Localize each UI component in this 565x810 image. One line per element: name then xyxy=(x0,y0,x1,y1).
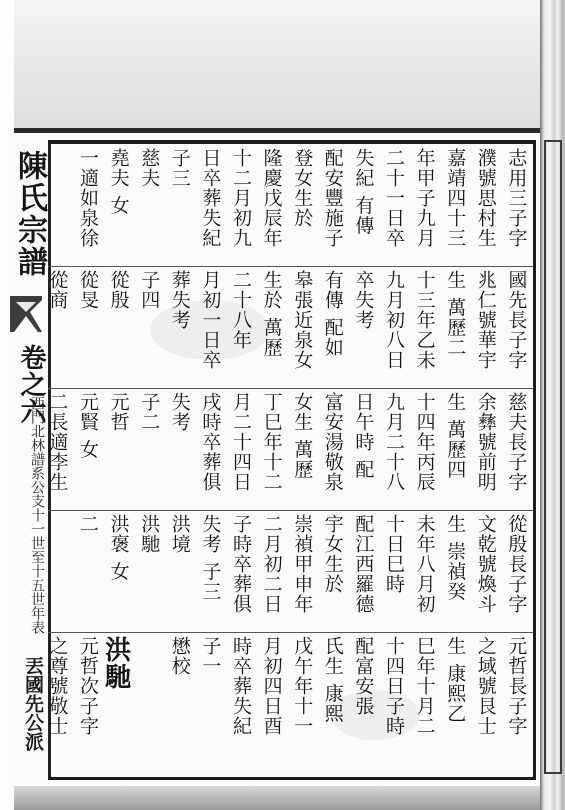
entry-column: 巳年十月二 xyxy=(413,636,436,736)
entry-column: 從殷長子字 xyxy=(505,514,528,614)
previous-page-area xyxy=(14,0,540,128)
entry-column: 月初一日卒 xyxy=(199,270,222,370)
entry-column: 年甲子九月 xyxy=(413,148,436,248)
entry-column: 洪褒 女 xyxy=(107,514,130,582)
entry-column: 丁巳年十二 xyxy=(260,392,283,492)
entry-column: 堯夫 女 xyxy=(107,148,130,216)
table-row xyxy=(48,266,533,389)
entry-column: 子四 xyxy=(138,270,161,310)
entry-column: 九月二十八 xyxy=(383,392,405,492)
entry-column: 有傳 配如 xyxy=(321,270,344,358)
entry-column: 生 萬歷二 xyxy=(444,270,467,358)
entry-column: 子二 xyxy=(138,392,161,432)
entry-column: 元賢 女 xyxy=(77,392,99,460)
entry-column: 葬失考 xyxy=(168,270,191,330)
entry-column: 慈夫 xyxy=(138,148,161,188)
entry-column: 子三 xyxy=(168,148,191,188)
entry-column: 富安湯敬泉 xyxy=(321,392,344,492)
entry-column: 配安豐施子 xyxy=(321,148,344,248)
page-bottom-shadow xyxy=(14,786,540,810)
ink-smudge xyxy=(150,300,270,360)
entry-column: 日午時 配 xyxy=(352,392,375,480)
entry-column: 洪境 xyxy=(168,514,191,554)
entry-column: 十日巳時 xyxy=(383,514,405,594)
entry-column: 二 xyxy=(77,514,99,534)
entry-column: 隆慶戊辰年 xyxy=(260,148,283,248)
fish-tail-ornament-icon xyxy=(8,294,44,334)
entry-column: 元哲次子字 xyxy=(77,636,99,736)
entry-column: 失考 子三 xyxy=(199,514,222,602)
entry-column: 生於 萬歷 xyxy=(260,270,283,358)
entry-column: 之域號艮士 xyxy=(474,636,497,736)
genealogy-table xyxy=(48,140,536,780)
entry-column: 失紀 有傳 xyxy=(352,148,375,236)
entry-column: 月初四日酉 xyxy=(260,636,283,736)
ink-smudge xyxy=(330,690,420,740)
entry-column: 戊午年十一 xyxy=(291,636,314,736)
entry-column: 國先長子字 xyxy=(505,270,528,370)
entry-column: 一適如泉徐 xyxy=(77,148,99,248)
entry-column: 配江西羅德 xyxy=(352,514,375,614)
entry-column: 洪馳 xyxy=(138,514,161,554)
entry-column: 宇女生於 xyxy=(321,514,344,594)
entry-column: 元哲長子字 xyxy=(505,636,528,736)
entry-column: 濮號思村生 xyxy=(474,148,497,248)
entry-column: 時卒葬失紀 xyxy=(230,636,252,736)
entry-column: 之尊號敬士 xyxy=(46,636,69,736)
entry-column: 十二月初九 xyxy=(230,148,252,248)
entry-column: 配富安張 xyxy=(352,636,375,716)
entry-column: 從商 xyxy=(46,270,69,310)
entry-column: 失考 xyxy=(168,392,191,432)
entry-column: 崇禎甲申年 xyxy=(291,514,314,614)
page-number: 丟國先公派 xyxy=(22,656,44,751)
entry-column: 志用三子字 xyxy=(505,148,528,248)
table-row xyxy=(48,388,533,511)
entry-column: 兆仁號華宇 xyxy=(474,270,497,370)
book-title: 陳氏宗譜 xyxy=(12,150,47,278)
entry-column: 氏生 康熙 xyxy=(321,636,344,724)
entry-column: 卒失考 xyxy=(352,270,375,330)
entry-column: 從殷 xyxy=(107,270,130,310)
entry-column: 二十一日卒 xyxy=(383,148,405,248)
entry-column: 登女生於 xyxy=(291,148,314,228)
entry-column: 月二十四日 xyxy=(230,392,252,492)
entry-column: 生 萬歷四 xyxy=(444,392,467,480)
entry-column: 戌時卒葬俱 xyxy=(199,392,222,492)
entry-column: 二長適李生 xyxy=(46,392,69,492)
entry-column: 懋校 xyxy=(168,636,191,676)
entry-column: 皋張近泉女 xyxy=(291,270,314,370)
entry-column: 生 康熙乙 xyxy=(444,636,467,724)
entry-column: 十四日子時 xyxy=(383,636,405,736)
table-row xyxy=(48,144,533,267)
entry-column: 慈夫長子字 xyxy=(505,392,528,492)
branch-note: 西門北林譜系公支十一世至十五世年表 xyxy=(29,396,45,634)
entry-column: 余彝號前明 xyxy=(474,392,497,492)
entry-column: 日卒葬失紀 xyxy=(199,148,222,248)
entry-column: 十三年乙未 xyxy=(413,270,436,370)
entry-column: 子一 xyxy=(199,636,222,676)
entry-column: 洪馳 xyxy=(100,636,131,690)
table-row xyxy=(48,510,533,633)
entry-column: 女生 萬歷 xyxy=(291,392,314,480)
entry-column: 嘉靖四十三 xyxy=(444,148,467,248)
entry-column: 子時卒葬俱 xyxy=(230,514,252,614)
entry-column: 二月初二日 xyxy=(260,514,283,614)
entry-column: 二十八年 xyxy=(230,270,252,350)
entry-column: 文乾號煥斗 xyxy=(474,514,497,614)
entry-column: 十四年丙辰 xyxy=(413,392,436,492)
entry-column: 元哲 xyxy=(107,392,130,432)
entry-column: 生 崇禎癸 xyxy=(444,514,467,602)
table-row xyxy=(48,632,533,777)
entry-column: 從旻 xyxy=(77,270,99,310)
entry-column: 未年八月初 xyxy=(413,514,436,614)
volume-label: 卷之六 xyxy=(16,344,46,425)
entry-column: 九月初八日 xyxy=(383,270,405,370)
next-leaf-frame xyxy=(544,140,562,774)
